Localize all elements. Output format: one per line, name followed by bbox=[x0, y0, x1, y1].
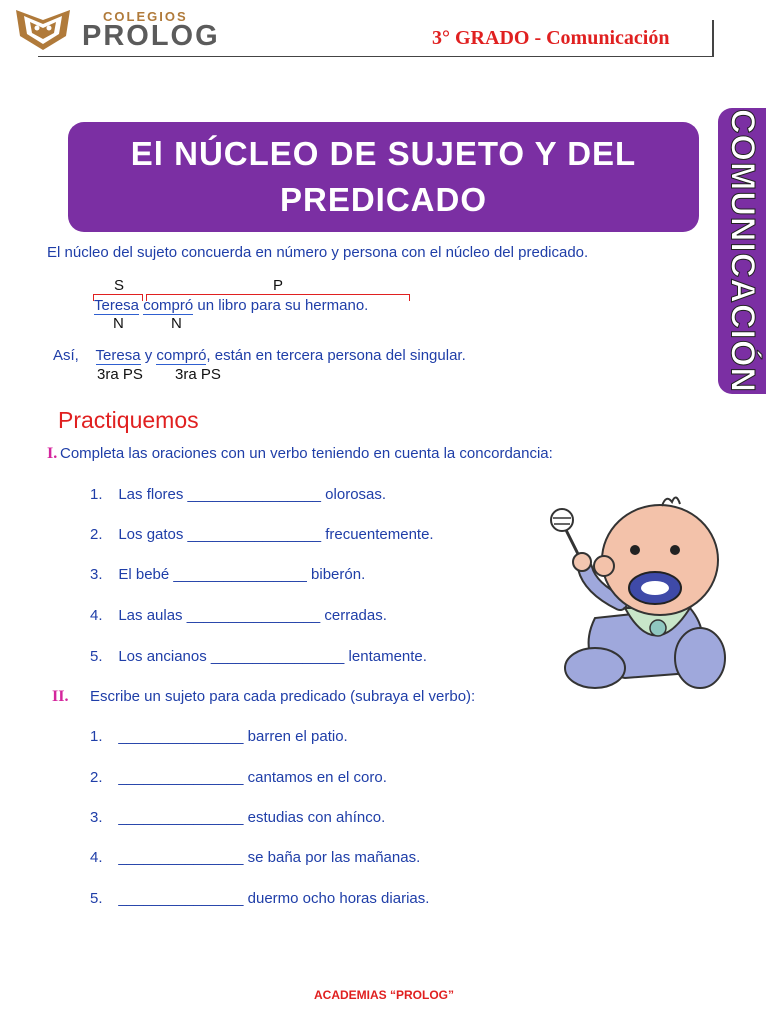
item-text: _______________ se baña por las mañanas. bbox=[118, 849, 421, 866]
predicate-label: P bbox=[273, 277, 284, 294]
logo-title: PROLOG bbox=[82, 20, 220, 52]
item-number: 4. bbox=[90, 607, 103, 624]
grade-subject-label: 3° GRADO - Comunicación bbox=[432, 27, 670, 49]
item-number: 3. bbox=[90, 566, 103, 583]
ps-label-verb: 3ra PS bbox=[175, 366, 221, 383]
item-number: 1. bbox=[90, 486, 103, 503]
practice-heading: Practiquemos bbox=[58, 407, 199, 433]
section1-instruction: Completa las oraciones con un verbo teniendo en cuenta la concordancia: bbox=[60, 445, 553, 462]
item-text: Las aulas ________________ cerradas. bbox=[118, 607, 387, 624]
list-item bbox=[90, 849, 420, 866]
list-item bbox=[90, 809, 385, 826]
header-divider bbox=[38, 56, 714, 57]
list-item bbox=[90, 648, 427, 665]
item-number: 2. bbox=[90, 526, 103, 543]
asi-subject-word: Teresa bbox=[95, 347, 141, 364]
example-rest: un libro para su hermano. bbox=[193, 297, 369, 314]
list-item bbox=[90, 566, 365, 583]
section1-numeral: I. bbox=[47, 445, 58, 462]
section2-numeral: II. bbox=[52, 688, 69, 705]
nucleus-label-subject: N bbox=[113, 315, 124, 332]
example-subject-word: Teresa bbox=[94, 297, 140, 314]
section2-instruction: Escribe un sujeto para cada predicado (subraya el verbo): bbox=[90, 688, 476, 705]
footer-text: ACADEMIAS “PROLOG” bbox=[313, 988, 454, 1002]
page-title: El NÚCLEO DE SUJETO Y DEL PREDICADO bbox=[130, 135, 637, 218]
item-text: _______________ cantamos en el coro. bbox=[118, 769, 387, 786]
item-text: El bebé ________________ biberón. bbox=[118, 566, 366, 583]
item-text: Los ancianos ________________ lentamente. bbox=[118, 648, 427, 665]
baby-illustration-icon bbox=[540, 488, 730, 708]
list-item bbox=[90, 890, 429, 907]
item-text: Las flores ________________ olorosas. bbox=[118, 486, 387, 503]
example-verb-word: compró bbox=[143, 297, 194, 314]
side-subject-tab bbox=[718, 108, 766, 394]
asi-sentence bbox=[53, 347, 466, 364]
side-tab-label: COMUNICACIÓN bbox=[723, 109, 762, 393]
header-divider-tick bbox=[712, 20, 714, 57]
item-text: _______________ estudias con ahínco. bbox=[118, 809, 386, 826]
item-number: 2. bbox=[90, 769, 103, 786]
ps-label-subject: 3ra PS bbox=[97, 366, 143, 383]
subject-label: S bbox=[114, 277, 125, 294]
item-number: 5. bbox=[90, 648, 103, 665]
logo-emblem-icon bbox=[12, 6, 74, 52]
item-text: _______________ duermo ocho horas diarias. bbox=[118, 890, 430, 907]
item-text: _______________ barren el patio. bbox=[118, 728, 348, 745]
asi-rest: , están en tercera persona del singular. bbox=[206, 347, 466, 364]
logo-subtitle: COLEGIOS bbox=[103, 9, 188, 24]
example-sentence bbox=[94, 297, 368, 314]
asi-prefix: Así, bbox=[53, 347, 79, 364]
item-number: 1. bbox=[90, 728, 103, 745]
list-item bbox=[90, 526, 434, 543]
list-item bbox=[90, 486, 386, 503]
intro-text: El núcleo del sujeto concuerda en número y persona con el núcleo del predicado. bbox=[47, 244, 589, 261]
item-number: 5. bbox=[90, 890, 103, 907]
list-item bbox=[90, 769, 387, 786]
nucleus-label-verb: N bbox=[171, 315, 182, 332]
title-banner bbox=[68, 122, 699, 232]
asi-verb-word: compró bbox=[156, 347, 207, 364]
asi-connector: y bbox=[140, 347, 157, 364]
item-text: Los gatos ________________ frecuentemente. bbox=[118, 526, 434, 543]
list-item bbox=[90, 607, 387, 624]
item-number: 4. bbox=[90, 849, 103, 866]
item-number: 3. bbox=[90, 809, 103, 826]
list-item bbox=[90, 728, 348, 745]
